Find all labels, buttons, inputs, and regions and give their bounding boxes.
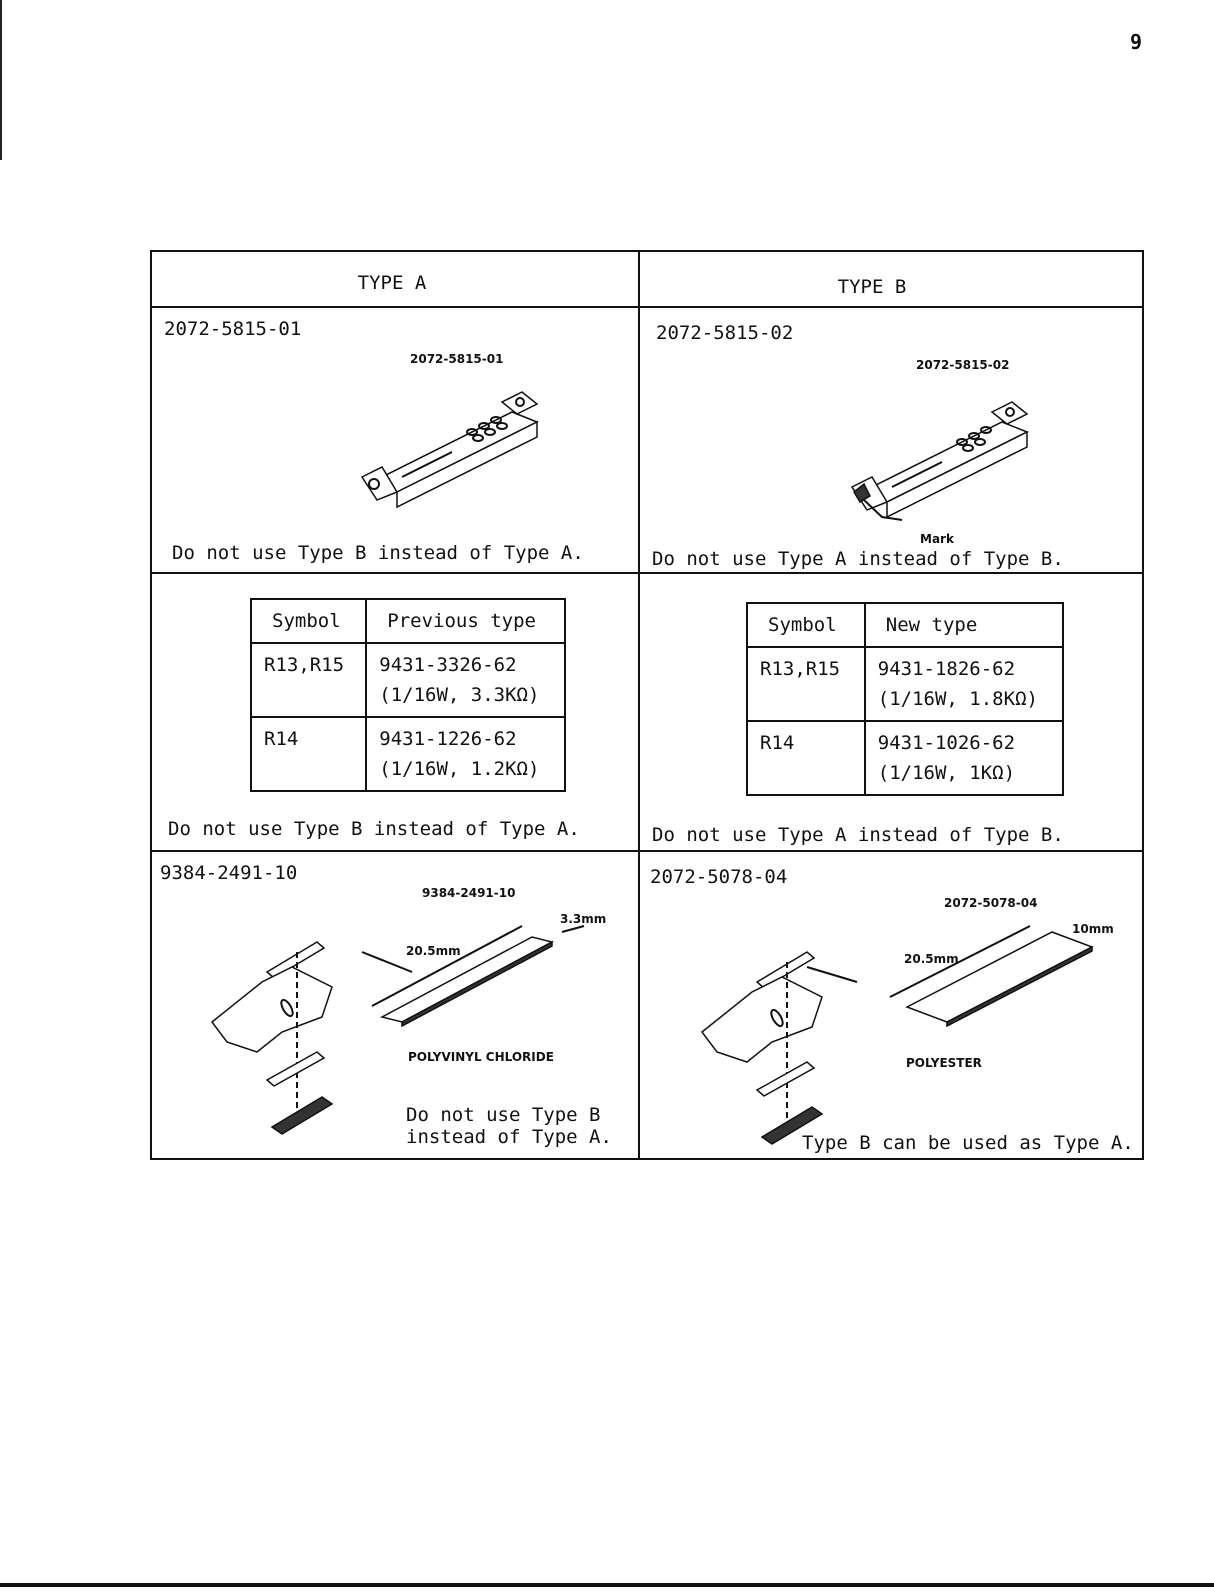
margin-line xyxy=(0,0,2,160)
type-a-header: TYPE A xyxy=(357,272,427,294)
part-number: 9431-3326-62 xyxy=(379,654,517,676)
part-cell xyxy=(366,643,565,717)
type-a-dim-width: 3.3mm xyxy=(560,912,607,926)
symbol-header: Symbol xyxy=(251,599,366,643)
part-number: 9431-1826-62 xyxy=(877,658,1016,680)
symbol-cell: R13,R15 xyxy=(251,643,366,717)
type-a-part-number: 2072-5815-01 xyxy=(164,318,302,340)
row3-type-b-note: Type B can be used as Type A. xyxy=(802,1132,1134,1154)
header-divider xyxy=(152,306,1142,308)
connector-bracket-a-drawing xyxy=(352,382,552,512)
type-a-insulator-part-number: 9384-2491-10 xyxy=(160,862,298,884)
page-number: 9 xyxy=(1129,30,1142,54)
type-b-figure-label: 2072-5815-02 xyxy=(916,358,1010,372)
row3-type-a-note-line2: instead of Type A. xyxy=(406,1126,612,1148)
row2-type-b-note: Do not use Type A instead of Type B. xyxy=(652,824,1064,846)
type-a-dim-length: 20.5mm xyxy=(406,944,461,958)
symbol-header: Symbol xyxy=(747,603,865,647)
row3-type-a-note-line1: Do not use Type B xyxy=(406,1104,601,1126)
part-number: 9431-1226-62 xyxy=(379,728,517,750)
type-b-dim-width: 10mm xyxy=(1072,922,1114,936)
column-divider xyxy=(638,252,640,1158)
part-number: 9431-1026-62 xyxy=(877,732,1016,754)
row2-type-a-note: Do not use Type B instead of Type A. xyxy=(168,818,580,840)
part-cell xyxy=(865,721,1063,795)
bottom-rule xyxy=(0,1583,1214,1587)
type-b-dim-length: 20.5mm xyxy=(904,952,959,966)
type-a-material: POLYVINYL CHLORIDE xyxy=(408,1050,554,1064)
type-b-material: POLYESTER xyxy=(906,1056,982,1070)
part-cell xyxy=(366,717,565,791)
symbol-cell: R14 xyxy=(747,721,865,795)
row2-divider xyxy=(152,850,1142,852)
new-type-header: New type xyxy=(865,603,1063,647)
row1-type-b-note: Do not use Type A instead of Type B. xyxy=(652,548,1064,570)
part-spec: (1/16W, 1.8KΩ) xyxy=(877,688,1038,710)
previous-type-header: Previous type xyxy=(366,599,565,643)
row1-divider xyxy=(152,572,1142,574)
type-a-insulator-figure-label: 9384-2491-10 xyxy=(422,886,516,900)
part-spec: (1/16W, 1KΩ) xyxy=(877,762,1016,784)
symbol-cell: R13,R15 xyxy=(747,647,865,721)
new-type-table xyxy=(746,602,1064,796)
type-b-insulator-part-number: 2072-5078-04 xyxy=(650,866,788,888)
comparison-table xyxy=(150,250,1144,1160)
part-spec: (1/16W, 3.3KΩ) xyxy=(379,684,540,706)
part-cell xyxy=(865,647,1063,721)
connector-bracket-b-drawing xyxy=(842,392,1042,522)
symbol-cell: R14 xyxy=(251,717,366,791)
type-b-header: TYPE B xyxy=(837,276,907,298)
type-a-figure-label: 2072-5815-01 xyxy=(410,352,504,366)
type-b-insulator-figure-label: 2072-5078-04 xyxy=(944,896,1038,910)
previous-type-table xyxy=(250,598,566,792)
part-spec: (1/16W, 1.2KΩ) xyxy=(379,758,540,780)
row1-type-a-note: Do not use Type B instead of Type A. xyxy=(172,542,584,564)
mark-label: Mark xyxy=(920,532,954,546)
insulator-b-drawing xyxy=(692,922,1112,1152)
type-b-part-number: 2072-5815-02 xyxy=(656,322,794,344)
